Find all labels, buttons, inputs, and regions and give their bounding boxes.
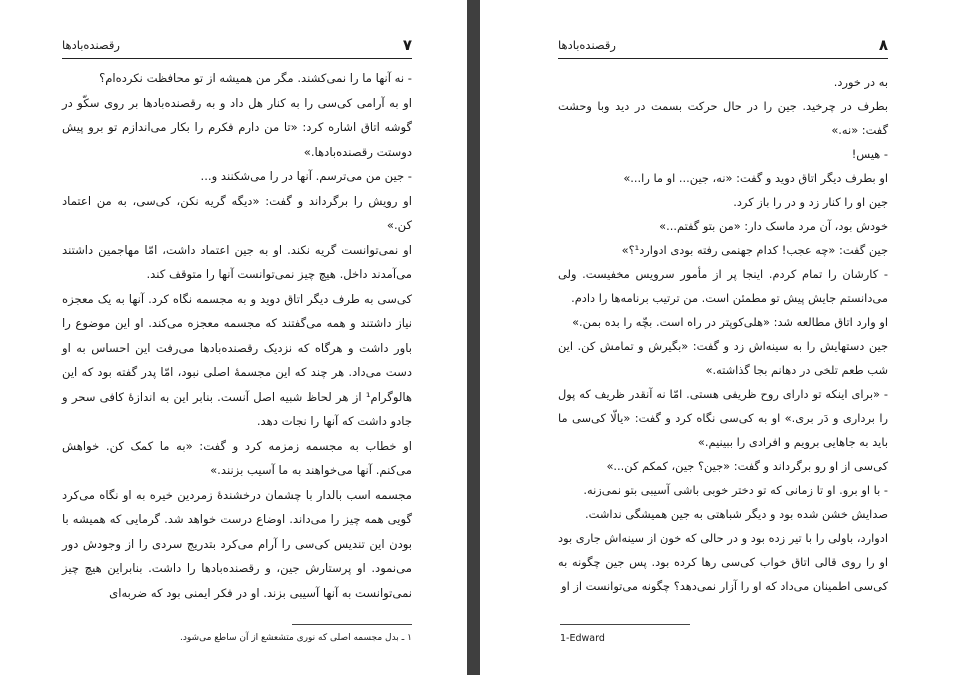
paragraph: جین او را کنار زد و در را باز کرد.: [733, 195, 888, 209]
paragraph: - کارشان را تمام کردم. اینجا پر از مأمور سرویس مخفیست. ولی می‌دانستم جایش پیش تو مطمئن است. من ترتیب برنامه‌ها را دادم.: [558, 267, 888, 305]
footnote: 1-Edward: [560, 633, 605, 644]
paragraph: جین دستهایش را به سینه‌اش زد و گفت: «بگیرش و تمامش کن. این شب طعم تلخی در دهانم بجا گذاشته.»: [558, 339, 888, 377]
paragraph: ادوارد، باولی را با تیر زده بود و در حالی که خون از سینه‌اش جاری بود او را روی قالی اتاق خواب کی‌سی رها کرده بود. پس جین چگونه به کی‌سی اطمینان می‌داد که او را آزار نمی‌دهد؟ چگونه می‌توانست از او: [558, 531, 888, 593]
paragraph: کی‌سی به طرف دیگر اتاق دوید و به مجسمه نگاه کرد. آنها به یک معجزه نیاز داشتند و همه می‌گفتند که مجسمه معجزه می‌کند. او این موضوع را باور داشت و هرگاه که نزدیک رقصنده‌بادها می‌رفت این احساس به او دست می‌داد. هر چند که این مجسمهٔ اصلی نبود، امّا پدر گفته بود که این هالوگرام¹ از هر لحاظ شبیه اصل آنست. بنابر این به اندازهٔ کافی سحر و جادو داشت که آنها را نجات دهد.: [62, 291, 412, 428]
paragraph: او خطاب به مجسمه زمزمه کرد و گفت: «به ما کمک کن. خواهش می‌کنم. آنها می‌خواهند به ما آسیب بزنند.»: [62, 438, 412, 477]
page-7: [0, 0, 467, 675]
paragraph: کی‌سی از او رو برگرداند و گفت: «جین؟ جین، کمکم کن...»: [606, 459, 888, 473]
paragraph: - با او برو. او تا زمانی که تو دختر خوبی باشی آسیبی بتو نمی‌زنه.: [583, 483, 888, 497]
book-gutter: [467, 0, 480, 675]
page-8: [480, 0, 967, 675]
running-title: رقصنده‌بادها: [62, 38, 120, 52]
paragraph: صدایش خشن شده بود و دیگر شباهتی به جین همیشگی نداشت.: [585, 507, 888, 521]
paragraph: او بطرف دیگر اتاق دوید و گفت: «نه، جین... او ما را...»: [623, 171, 888, 185]
footnote: ۱ ـ بدل مجسمه اصلی که نوری متشعشع از آن ساطع می‌شود.: [180, 633, 412, 643]
page-header: [558, 36, 888, 59]
body-text: [62, 66, 412, 605]
paragraph: - جین من می‌ترسم. آنها در را می‌شکنند و...: [200, 169, 412, 183]
paragraph: او به آرامی کی‌سی را به کنار هل داد و به رقصنده‌بادها بر روی سکّو در گوشه اتاق اشاره کرد: «تا من دارم فکرم را بکار می‌اندازم تو برو پیش دوستت رقصنده‌بادها.»: [62, 95, 412, 159]
running-title: رقصنده‌بادها: [558, 38, 616, 52]
paragraph: - هیس!: [851, 147, 888, 161]
page-number: ۸: [878, 36, 888, 54]
paragraph: جین گفت: «چه عجب! کدام جهنمی رفته بودی ادوارد¹؟»: [621, 243, 888, 257]
paragraph: به در خورد.: [833, 75, 888, 89]
body-text: [558, 70, 888, 598]
page-number: ۷: [402, 36, 412, 54]
paragraph: او وارد اتاق مطالعه شد: «هلی‌کوپتر در راه است. بچّه را بده بمن.»: [572, 315, 888, 329]
page-header: [62, 36, 412, 59]
paragraph: - نه آنها ما را نمی‌کشند. مگر من همیشه از تو محافظت نکرده‌ام؟: [99, 71, 412, 85]
paragraph: بطرف در چرخید. جین را در حال حرکت بسمت در دید وبا وحشت گفت: «نه.»: [558, 99, 888, 137]
paragraph: او نمی‌توانست گریه نکند. او به جین اعتماد داشت، امّا مهاجمین داشتند می‌آمدند داخل. هیچ چیز نمی‌توانست آنها را متوقف کند.: [62, 242, 412, 281]
footnote-rule: [292, 624, 412, 625]
footnote-rule: [560, 624, 690, 625]
paragraph: خودش بود، آن مرد ماسک دار: «من بتو گفتم...»: [659, 219, 888, 233]
paragraph: مجسمه اسب بالدار با چشمان درخشندهٔ زمردین خیره به او نگاه می‌کرد گویی همه چیز را می‌داند. اوضاع درست خواهد شد. گرمایی که همیشه با بودن این تندیس کی‌سی را آرام می‌کرد بتدریج سردی را از وجودش دور می‌نمود. او پرستارش جین، و رقصنده‌بادها را داشت. بنابراین هیچ چیز نمی‌توانست به آنها آسیبی بزند. او در فکر ایمنی بود که ضربه‌ای: [62, 487, 412, 600]
paragraph: - «برای اینکه تو دارای روح ظریفی هستی. امّا نه آنقدر ظریف که پول را برداری و دَر بری.» او به کی‌سی نگاه کرد و گفت: «یالّا کی‌سی ما باید به جاهایی برویم و افرادی را ببینیم.»: [558, 387, 888, 449]
paragraph: او رویش را برگرداند و گفت: «دیگه گریه نکن، کی‌سی، به من اعتماد کن.»: [62, 193, 412, 232]
